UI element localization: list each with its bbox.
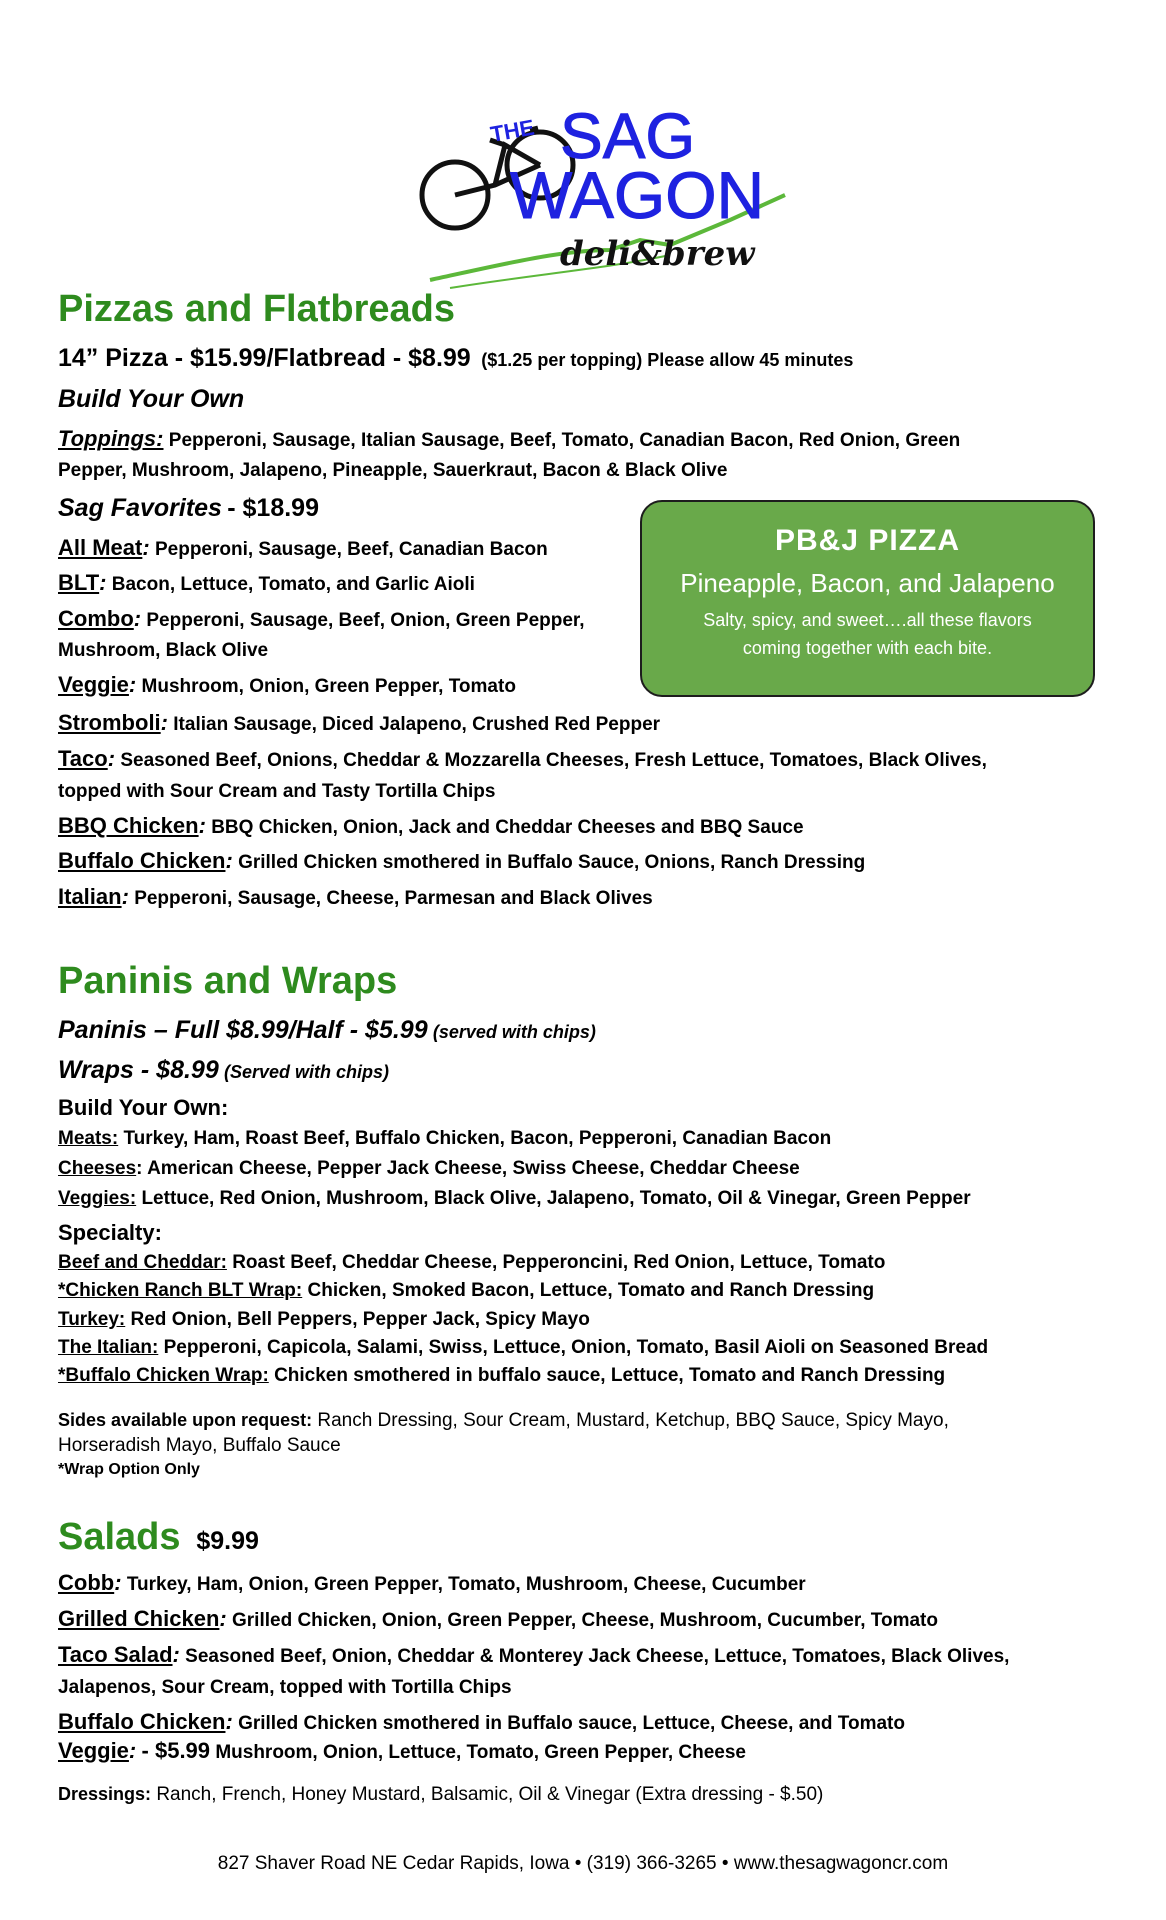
paninis-veggies	[58, 1186, 971, 1211]
pizza-item-veggie: Veggie: Mushroom, Onion, Green Pepper, Tomato	[58, 672, 516, 697]
cheeses-label: Cheeses	[58, 1158, 137, 1179]
salad-item-taco: Taco Salad: Seasoned Beef, Onion, Cheddar & Monterey Jack Cheese, Lettuce, Tomatoes, Black Olives,	[58, 1642, 1010, 1667]
pizza-toppings	[58, 424, 1018, 453]
special-name: The Italian:	[58, 1337, 159, 1358]
pizza-item-buffalo-chicken: Buffalo Chicken: Grilled Chicken smothered in Buffalo Sauce, Onions, Ranch Dressing	[58, 848, 866, 873]
item-desc: Italian Sausage, Diced Jalapeno, Crushed Red Pepper	[173, 714, 661, 735]
callout-title: PB&J PIZZA	[774, 524, 961, 557]
paninis-specialty: Specialty:	[58, 1220, 162, 1245]
veggies-list: Lettuce, Red Onion, Mushroom, Black Olive, Jalapeno, Tomato, Oil & Vinegar, Green Pepper	[141, 1188, 971, 1209]
salad-dressings	[58, 1782, 823, 1807]
panini-price: Paninis – Full $8.99/Half - $5.99	[58, 1016, 428, 1044]
item-desc: Mushroom, Onion, Lettuce, Tomato, Green Pepper, Cheese	[215, 1742, 746, 1763]
paninis-heading: Paninis and Wraps	[58, 960, 398, 1002]
item-name: Buffalo Chicken	[58, 1709, 226, 1734]
item-desc: Seasoned Beef, Onion, Cheddar & Monterey Jack Cheese, Lettuce, Tomatoes, Black Olives,	[185, 1646, 1010, 1667]
logo-the: THE	[488, 114, 537, 147]
footer-contact: 827 Shaver Road NE Cedar Rapids, Iowa • (319) 366-3265 • www.thesagwagoncr.com	[217, 1853, 949, 1874]
wrap-price-line	[58, 1054, 389, 1087]
toppings-label: Toppings:	[58, 426, 164, 451]
item-name: Stromboli	[58, 710, 161, 735]
pizza-item-italian: Italian: Pepperoni, Sausage, Cheese, Parmesan and Black Olives	[58, 884, 653, 909]
item-name: Grilled Chicken	[58, 1606, 220, 1631]
special-chicken-ranch-blt	[58, 1278, 874, 1303]
special-desc: Chicken smothered in buffalo sauce, Lettuce, Tomato and Ranch Dressing	[274, 1365, 946, 1386]
salads-heading: Salads	[58, 1516, 181, 1558]
sag-favorites	[58, 492, 319, 525]
paninis-meats	[58, 1126, 831, 1151]
salads-price: $9.99	[196, 1527, 259, 1555]
sag-favorites-title: Sag Favorites	[58, 494, 222, 522]
special-desc: Chicken, Smoked Bacon, Lettuce, Tomato and Ranch Dressing	[302, 1280, 875, 1301]
item-name: Veggie	[58, 672, 129, 697]
paninis-build-own: Build Your Own:	[58, 1095, 229, 1120]
pizza-item-combo-cont: Mushroom, Black Olive	[58, 640, 269, 661]
special-desc: Roast Beef, Cheddar Cheese, Pepperoncini, Red Onion, Lettuce, Tomato	[232, 1252, 886, 1273]
special-buffalo-chicken-wrap	[58, 1363, 945, 1388]
sides-list: Ranch Dressing, Sour Cream, Mustard, Ketchup, BBQ Sauce, Spicy Mayo,	[317, 1410, 949, 1431]
special-name: Turkey:	[58, 1309, 126, 1330]
pizza-item-blt: BLT: Bacon, Lettuce, Tomato, and Garlic Aioli	[58, 570, 475, 595]
panini-price-line	[58, 1014, 596, 1047]
special-beef-cheddar	[58, 1250, 885, 1275]
item-desc: Seasoned Beef, Onions, Cheddar & Mozzarella Cheeses, Fresh Lettuce, Tomatoes, Black Olives,	[120, 750, 987, 771]
dressings-list: Ranch, French, Honey Mustard, Balsamic, Oil & Vinegar (Extra dressing - $.50)	[156, 1784, 824, 1805]
item-name: All Meat	[58, 535, 143, 560]
pizza-item-taco-cont: topped with Sour Cream and Tasty Tortilla Chips	[58, 781, 496, 802]
callout-line-2: coming together with each bite.	[742, 637, 993, 658]
pizza-item-combo: Combo: Pepperoni, Sausage, Beef, Onion, Green Pepper,	[58, 606, 585, 631]
item-name: Taco Salad	[58, 1642, 173, 1667]
item-name: Cobb	[58, 1570, 115, 1595]
pizza-item-bbq-chicken: BBQ Chicken: BBQ Chicken, Onion, Jack and Cheddar Cheeses and BBQ Sauce	[58, 813, 804, 838]
salads-header	[58, 1512, 259, 1562]
pizza-build-own: Build Your Own	[58, 385, 245, 413]
item-name: Italian	[58, 884, 122, 909]
special-name: Beef and Cheddar:	[58, 1252, 227, 1273]
paninis-cheeses	[58, 1156, 800, 1181]
wrap-only-note: *Wrap Option Only	[58, 1461, 200, 1478]
special-turkey	[58, 1307, 590, 1332]
salad-item-cobb: Cobb: Turkey, Ham, Onion, Green Pepper, Tomato, Mushroom, Cheese, Cucumber	[58, 1570, 806, 1595]
special-desc: Pepperoni, Capicola, Salami, Swiss, Lettuce, Onion, Tomato, Basil Aioli on Seasoned Bread	[163, 1337, 989, 1358]
salad-item-taco-cont: Jalapenos, Sour Cream, topped with Tortilla Chips	[58, 1677, 512, 1698]
callout-subtitle: Pineapple, Bacon, and Jalapeno	[680, 568, 1055, 598]
special-name: *Buffalo Chicken Wrap:	[58, 1365, 269, 1386]
salad-item-buffalo-chicken: Buffalo Chicken: Grilled Chicken smothered in Buffalo sauce, Lettuce, Cheese, and Tomato	[58, 1709, 905, 1734]
pizza-item-taco: Taco: Seasoned Beef, Onions, Cheddar & Mozzarella Cheeses, Fresh Lettuce, Tomatoes, Black Olives,	[58, 746, 987, 771]
special-desc: Red Onion, Bell Peppers, Pepper Jack, Spicy Mayo	[130, 1309, 590, 1330]
pizza-heading: Pizzas and Flatbreads	[58, 288, 456, 330]
salad-item-veggie: Veggie: - $5.99 Mushroom, Onion, Lettuce, Tomato, Green Pepper, Cheese	[58, 1738, 746, 1763]
item-price: - $5.99	[141, 1738, 211, 1763]
sag-favorites-price: - $18.99	[227, 494, 319, 522]
item-desc: BBQ Chicken, Onion, Jack and Cheddar Cheeses and BBQ Sauce	[211, 817, 804, 838]
item-name: Buffalo Chicken	[58, 848, 226, 873]
sides-line-2: Horseradish Mayo, Buffalo Sauce	[58, 1435, 341, 1456]
item-name: Taco	[58, 746, 108, 771]
logo-wagon: WAGON	[510, 158, 765, 232]
meats-list: Turkey, Ham, Roast Beef, Buffalo Chicken, Bacon, Pepperoni, Canadian Bacon	[123, 1128, 832, 1149]
wrap-note: (Served with chips)	[224, 1062, 390, 1082]
item-desc: Pepperoni, Sausage, Cheese, Parmesan and Black Olives	[134, 888, 653, 909]
item-name: Combo	[58, 606, 134, 631]
item-desc: Mushroom, Onion, Green Pepper, Tomato	[141, 676, 516, 697]
pizza-price-line	[58, 342, 853, 375]
dressings-label: Dressings:	[58, 1784, 152, 1804]
wrap-price: Wraps - $8.99	[58, 1056, 219, 1084]
toppings-line-1: Pepperoni, Sausage, Italian Sausage, Beef, Tomato, Canadian Bacon, Red Onion, Green	[168, 430, 961, 451]
special-name: *Chicken Ranch BLT Wrap:	[58, 1280, 303, 1301]
item-desc: Grilled Chicken smothered in Buffalo sauce, Lettuce, Cheese, and Tomato	[238, 1713, 905, 1734]
pizza-price: 14” Pizza - $15.99/Flatbread - $8.99	[58, 344, 471, 372]
pizza-item-stromboli: Stromboli: Italian Sausage, Diced Jalapeno, Crushed Red Pepper	[58, 710, 661, 735]
pbj-pizza-callout	[640, 500, 1095, 697]
item-desc: Turkey, Ham, Onion, Green Pepper, Tomato, Mushroom, Cheese, Cucumber	[126, 1574, 806, 1595]
sides-line-1	[58, 1408, 1118, 1433]
item-desc: Grilled Chicken, Onion, Green Pepper, Cheese, Mushroom, Cucumber, Tomato	[232, 1610, 938, 1631]
callout-line-1: Salty, spicy, and sweet….all these flavors	[703, 610, 1032, 630]
item-desc: Bacon, Lettuce, Tomato, and Garlic Aioli	[111, 574, 475, 595]
item-desc: Pepperoni, Sausage, Beef, Onion, Green Pepper,	[146, 610, 585, 631]
panini-note: (served with chips)	[432, 1022, 596, 1042]
item-name: BBQ Chicken	[58, 813, 199, 838]
toppings-line-2: Pepper, Mushroom, Jalapeno, Pineapple, Sauerkraut, Bacon & Black Olive	[58, 460, 728, 481]
logo-sag: SAG	[560, 100, 696, 172]
cheeses-list: : American Cheese, Pepper Jack Cheese, Swiss Cheese, Cheddar Cheese	[136, 1158, 800, 1179]
sag-wagon-logo	[410, 100, 790, 295]
pizza-price-note: ($1.25 per topping) Please allow 45 minutes	[481, 350, 854, 370]
salad-item-grilled-chicken: Grilled Chicken: Grilled Chicken, Onion, Green Pepper, Cheese, Mushroom, Cucumber, Tomato	[58, 1606, 938, 1631]
item-name: Veggie	[58, 1738, 129, 1763]
veggies-label: Veggies:	[58, 1188, 137, 1209]
sides-label: Sides available upon request:	[58, 1410, 313, 1430]
pizza-item-all-meat: All Meat: Pepperoni, Sausage, Beef, Canadian Bacon	[58, 535, 548, 560]
logo-tagline: deli&brew	[560, 234, 755, 274]
meats-label: Meats:	[58, 1128, 119, 1149]
item-desc: Grilled Chicken smothered in Buffalo Sauce, Onions, Ranch Dressing	[238, 852, 866, 873]
special-italian	[58, 1335, 1128, 1360]
item-name: BLT	[58, 570, 100, 595]
item-desc: Pepperoni, Sausage, Beef, Canadian Bacon	[154, 539, 548, 560]
